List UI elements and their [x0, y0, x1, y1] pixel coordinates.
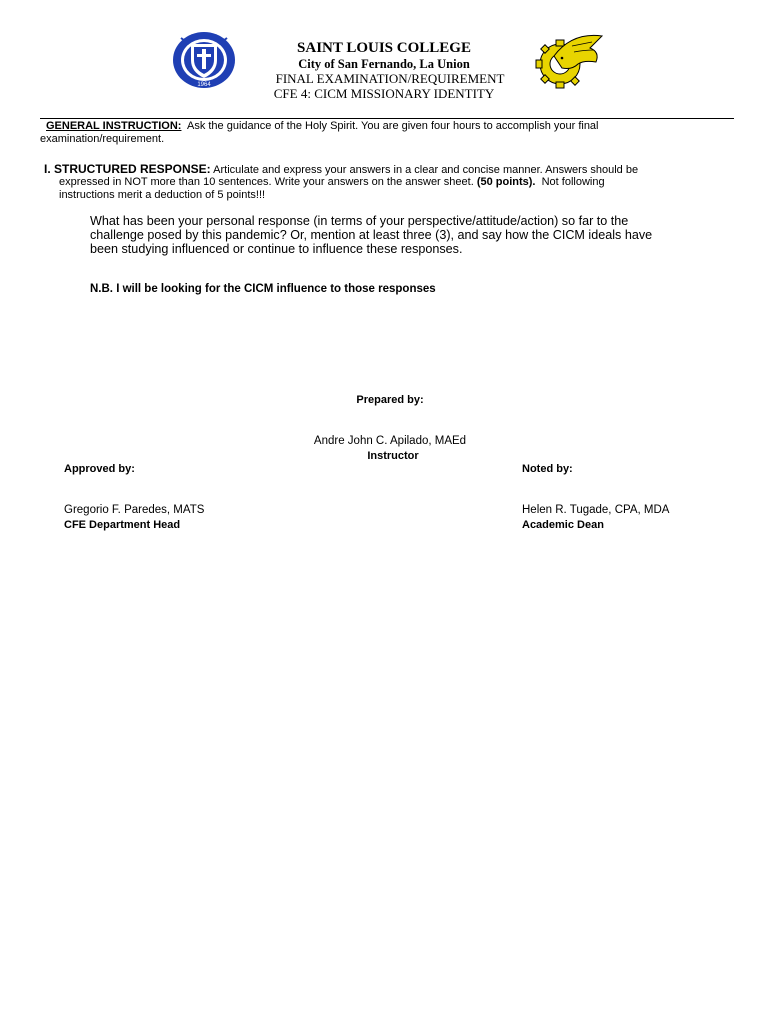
approved-by-label: Approved by:	[64, 463, 135, 475]
prepared-by-name: Andre John C. Apilado, MAEd	[313, 435, 467, 447]
general-instruction-text-2: examination/requirement.	[40, 133, 165, 145]
structured-response-line1: Articulate and express your answers in a clear and concise manner. Answers should be	[213, 164, 639, 176]
structured-response-line2: expressed in NOT more than 10 sentences. Write your answers on the answer sheet. (50 points). Not following	[59, 176, 605, 188]
general-instruction-text: Ask the guidance of the Holy Spirit. You are given four hours to accomplish your final	[186, 120, 599, 132]
note: N.B. I will be looking for the CICM influence to those responses	[90, 283, 436, 295]
question-line-3: been studying influenced or continue to influence these responses.	[90, 242, 463, 256]
general-instruction	[46, 120, 599, 133]
school-city: City of San Fernando, La Union	[298, 57, 470, 71]
header-divider	[40, 118, 734, 119]
prepared-by-title: Instructor	[367, 450, 419, 462]
noted-by-title: Academic Dean	[522, 519, 604, 531]
structured-response	[44, 163, 638, 177]
noted-by-label: Noted by:	[522, 463, 573, 475]
exam-title: FINAL EXAMINATION/REQUIREMENT	[275, 71, 505, 86]
question-line-1: What has been your personal response (in terms of your perspective/attitude/action) so far to the	[90, 214, 629, 228]
noted-by-name: Helen R. Tugade, CPA, MDA	[522, 504, 670, 516]
dashed-separator	[40, 541, 716, 547]
course-title: CFE 4: CICM MISSIONARY IDENTITY	[273, 86, 495, 101]
structured-response-line3: instructions merit a deduction of 5 points!!!	[59, 189, 266, 201]
approved-by-title: CFE Department Head	[64, 519, 181, 531]
structured-response-label: I. STRUCTURED RESPONSE:	[44, 162, 211, 176]
prepared-by-label: Prepared by:	[356, 394, 424, 406]
seal-year: 1964	[197, 82, 211, 88]
school-name: SAINT LOUIS COLLEGE	[297, 40, 471, 56]
approved-by-name: Gregorio F. Paredes, MATS	[64, 504, 205, 516]
general-instruction-label: GENERAL INSTRUCTION:	[46, 120, 182, 132]
question-line-2: challenge posed by this pandemic? Or, mention at least three (3), and say how the CICM ideals have	[90, 228, 653, 242]
points-value: (50 points).	[476, 176, 536, 188]
